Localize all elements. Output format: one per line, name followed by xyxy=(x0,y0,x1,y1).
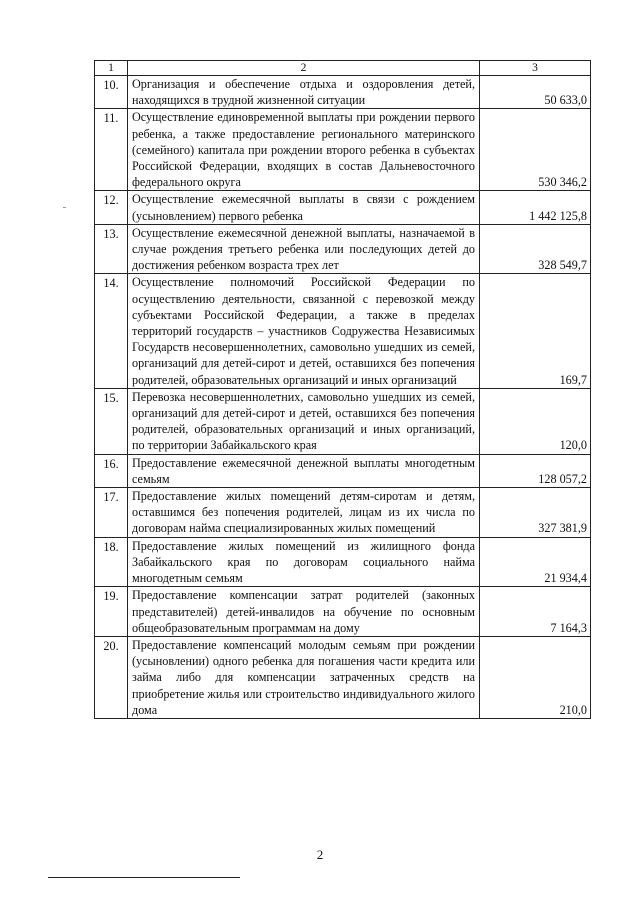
row-amount: 327 381,9 xyxy=(480,488,591,538)
row-amount: 120,0 xyxy=(480,388,591,454)
budget-table xyxy=(94,60,591,719)
row-amount: 328 549,7 xyxy=(480,224,591,274)
row-amount: 169,7 xyxy=(480,274,591,388)
row-number: 10. xyxy=(95,76,128,109)
row-description: Предоставление жилых помещений из жилищного фонда Забайкальского края по договорам социального найма многодетным семьям xyxy=(128,537,480,587)
row-description: Предоставление ежемесячной денежной выплаты многодетным семьям xyxy=(128,454,480,487)
table-row xyxy=(95,587,591,637)
row-description: Осуществление единовременной выплаты при рождении первого ребенка, а также предоставление регионального материнского (семейного) капитала при рождении второго ребенка в субъектах Российской Федерации, входящих в состав Дальневосточного федерального округа xyxy=(128,109,480,191)
column-header-description: 2 xyxy=(128,61,480,76)
row-amount: 7 164,3 xyxy=(480,587,591,637)
row-number: 16. xyxy=(95,454,128,487)
table-row xyxy=(95,488,591,538)
table-row xyxy=(95,537,591,587)
row-description: Осуществление ежемесячной выплаты в связи с рождением (усыновлением) первого ребенка xyxy=(128,191,480,224)
row-number: 13. xyxy=(95,224,128,274)
row-description: Предоставление компенсаций молодым семьям при рождении (усыновлении) одного ребенка для погашения части кредита или займа либо для компенсации затраченных средств на приобретение жилья или строительство индивидуального жилого дома xyxy=(128,636,480,718)
column-header-amount: 3 xyxy=(480,61,591,76)
footer-divider xyxy=(48,877,240,878)
header-row xyxy=(95,61,591,76)
row-amount: 1 442 125,8 xyxy=(480,191,591,224)
table-row xyxy=(95,224,591,274)
table-row xyxy=(95,454,591,487)
row-amount: 128 057,2 xyxy=(480,454,591,487)
margin-mark xyxy=(63,207,66,208)
row-number: 14. xyxy=(95,274,128,388)
table-row xyxy=(95,636,591,718)
row-number: 12. xyxy=(95,191,128,224)
row-number: 18. xyxy=(95,537,128,587)
column-header-number: 1 xyxy=(95,61,128,76)
row-number: 19. xyxy=(95,587,128,637)
row-number: 20. xyxy=(95,636,128,718)
table-row xyxy=(95,388,591,454)
row-number: 11. xyxy=(95,109,128,191)
page-number: 2 xyxy=(316,847,324,862)
row-amount: 50 633,0 xyxy=(480,76,591,109)
row-description: Перевозка несовершеннолетних, самовольно ушедших из семей, организаций для детей-сирот и детей, оставшихся без попечения родителей, образовательных организаций и иных организаций, по территории Забайкальского края xyxy=(128,388,480,454)
table-row xyxy=(95,274,591,388)
row-amount: 210,0 xyxy=(480,636,591,718)
row-description: Осуществление ежемесячной денежной выплаты, назначаемой в случае рождения третьего ребенка или последующих детей до достижения ребенком возраста трех лет xyxy=(128,224,480,274)
table-row xyxy=(95,191,591,224)
row-amount: 21 934,4 xyxy=(480,537,591,587)
row-description: Предоставление жилых помещений детям-сиротам и детям, оставшимся без попечения родителей, лицам из их числа по договорам найма специализированных жилых помещений xyxy=(128,488,480,538)
row-number: 17. xyxy=(95,488,128,538)
row-description: Осуществление полномочий Российской Федерации по осуществлению деятельности, связанной с перевозкой между субъектами Российской Федерации, а также в пределах территорий государств – участников Содружества Независимых Государств несовершеннолетних, самовольно ушедших из семей, организаций для детей-сирот и детей, оставшихся без попечения родителей, образовательных организаций и иных организаций xyxy=(128,274,480,388)
row-description: Предоставление компенсации затрат родителей (законных представителей) детей-инвалидов на обучение по основным общеобразовательным программам на дому xyxy=(128,587,480,637)
table-row xyxy=(95,109,591,191)
row-description: Организация и обеспечение отдыха и оздоровления детей, находящихся в трудной жизненной ситуации xyxy=(128,76,480,109)
table-row xyxy=(95,76,591,109)
row-amount: 530 346,2 xyxy=(480,109,591,191)
row-number: 15. xyxy=(95,388,128,454)
